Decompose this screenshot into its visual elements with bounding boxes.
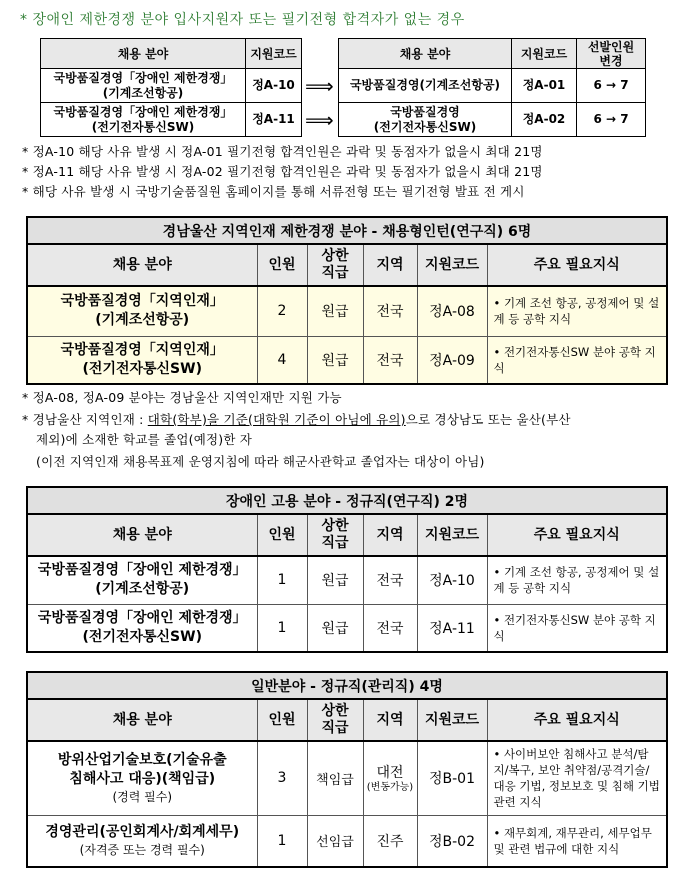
field-subname: (전기전자통신SW) (373, 119, 477, 134)
code-cell: 정B-01 (417, 741, 487, 815)
grade-cell: 원급 (307, 336, 363, 384)
field-name: 경영관리(공인회계사/회계세무) (45, 824, 240, 841)
code-cell: 정A-10 (417, 556, 487, 604)
header-change: 변경 (599, 53, 623, 68)
header-count: 선발인원 (587, 39, 635, 54)
small-table-left (40, 38, 302, 137)
field-name: 국방품질경영「장애인 제한경쟁」 (37, 562, 247, 579)
region-cell: 전국 (363, 336, 417, 384)
code-cell: 정A-10 (246, 69, 302, 103)
header-region: 지역 (363, 699, 417, 741)
note-underlined: 대학(학부)을 기준(대학원 기준이 아님에 유의) (147, 412, 406, 427)
note-line: * 정A-10 해당 사유 발생 시 정A-01 필기전형 합격인원은 과락 및 동점자가 없을시 최대 21명 (22, 144, 543, 159)
table-row (41, 103, 302, 137)
header-code: 지원코드 (417, 244, 487, 286)
table-row (27, 556, 667, 604)
header-field: 채용 분야 (27, 699, 257, 741)
header-code: 지원코드 (417, 699, 487, 741)
table-disabled-employment (26, 486, 668, 653)
header-field: 채용 분야 (339, 39, 512, 69)
table-row (339, 69, 646, 103)
code-cell: 정A-02 (512, 103, 577, 137)
field-name: 국방품질경영「장애인 제한경쟁」 (53, 70, 233, 85)
change-cell: 6 → 7 (577, 103, 646, 137)
field-name: 국방품질경영「지역인재」 (60, 341, 224, 358)
grade-cell: 원급 (307, 286, 363, 336)
header-grade: 상한 (321, 703, 349, 719)
note-line: * 정A-11 해당 사유 발생 시 정A-02 필기전형 합격인원은 과락 및 동점자가 없을시 최대 21명 (22, 164, 543, 179)
region-cell: 전국 (363, 286, 417, 336)
header-field: 채용 분야 (41, 39, 246, 69)
header-field: 채용 분야 (27, 514, 257, 556)
grade-cell: 원급 (307, 604, 363, 652)
header-region: 지역 (363, 514, 417, 556)
table-title: 일반분야 - 정규직(관리직) 4명 (27, 672, 667, 699)
region-cell: 진주 (363, 815, 417, 867)
skills-cell: • 사이버보안 침해사고 분석/탐지/복구, 보안 취약점/공격기술/대응 기법, 정보보호 및 침해 기법 관련 지식 (487, 741, 667, 815)
table-row (41, 69, 302, 103)
count-cell: 4 (257, 336, 307, 384)
field-name: 방위산업기술보호(기술유출 (57, 752, 227, 769)
header-code: 지원코드 (512, 39, 577, 69)
small-table-right (338, 38, 646, 137)
table-regional-talent (26, 216, 668, 385)
table-title: 장애인 고용 분야 - 정규직(연구직) 2명 (27, 487, 667, 514)
field-subname: (기계조선항공) (95, 581, 190, 598)
note-line (22, 410, 571, 429)
header-count: 인원 (257, 514, 307, 556)
field-subname: (기계조선항공) (95, 312, 190, 329)
field-subname: 침해사고 대응)(책임급) (69, 771, 216, 788)
skills-cell: • 전기전자통신SW 분야 공학 지식 (487, 604, 667, 652)
double-arrow-icon: ⟹ (305, 108, 334, 132)
table-row (27, 815, 667, 867)
field-name: 국방품질경영 (390, 104, 460, 119)
field-subname: (기계조선항공) (102, 85, 184, 100)
field-name: 국방품질경영「지역인재」 (60, 293, 224, 310)
table-row (27, 741, 667, 815)
header-skills: 주요 필요지식 (487, 244, 667, 286)
note-line: (이전 지역인재 채용목표제 운영지침에 따라 해군사관학교 졸업자는 대상이 아님) (36, 454, 485, 469)
count-cell: 1 (257, 556, 307, 604)
count-cell: 1 (257, 815, 307, 867)
header-count: 인원 (257, 699, 307, 741)
region-cell: 대전 (376, 765, 404, 782)
code-cell: 정A-08 (417, 286, 487, 336)
skills-cell: • 전기전자통신SW 분야 공학 지식 (487, 336, 667, 384)
count-cell: 3 (257, 741, 307, 815)
header-skills: 주요 필요지식 (487, 514, 667, 556)
note-prefix: * 경남울산 지역인재 : (22, 412, 148, 427)
grade-cell: 원급 (307, 556, 363, 604)
count-cell: 2 (257, 286, 307, 336)
header-skills: 주요 필요지식 (487, 699, 667, 741)
header-grade: 상한 (321, 248, 349, 264)
table-row (339, 103, 646, 137)
header-count: 인원 (257, 244, 307, 286)
section-heading: * 장애인 제한경쟁 분야 입사지원자 또는 필기전형 합격자가 없는 경우 (20, 12, 465, 28)
header-code: 지원코드 (417, 514, 487, 556)
header-grade-sub: 직급 (321, 720, 349, 736)
region-note: (변동가능) (366, 782, 414, 794)
code-cell: 정A-11 (417, 604, 487, 652)
field-subname: (전기전자통신SW) (82, 360, 202, 377)
change-cell: 6 → 7 (577, 69, 646, 103)
field-subname: (전기전자통신SW) (82, 628, 202, 645)
field-name: 국방품질경영「장애인 제한경쟁」 (37, 609, 247, 626)
table-row (27, 604, 667, 652)
skills-cell: • 재무회계, 재무관리, 세무업무 및 관련 법규에 대한 지식 (487, 815, 667, 867)
field-name: 국방품질경영「장애인 제한경쟁」 (53, 104, 233, 119)
count-cell: 1 (257, 604, 307, 652)
skills-cell: • 기계 조선 항공, 공정제어 및 설계 등 공학 지식 (487, 556, 667, 604)
field-requirement: (경력 필수) (112, 790, 173, 805)
grade-cell: 책임급 (307, 741, 363, 815)
table-row (27, 336, 667, 384)
field-requirement: (자격증 또는 경력 필수) (79, 843, 205, 858)
double-arrow-icon: ⟹ (305, 74, 334, 98)
header-grade-sub: 직급 (321, 535, 349, 551)
header-region: 지역 (363, 244, 417, 286)
skills-cell: • 기계 조선 항공, 공정제어 및 설계 등 공학 지식 (487, 286, 667, 336)
grade-cell: 선임급 (307, 815, 363, 867)
code-cell: 정A-09 (417, 336, 487, 384)
note-line: 제외)에 소재한 학교를 졸업(예정)한 자 (36, 432, 253, 447)
header-grade: 상한 (321, 518, 349, 534)
code-cell: 정A-11 (246, 103, 302, 137)
note-line: * 정A-08, 정A-09 분야는 경남울산 지역인재만 지원 가능 (22, 390, 342, 405)
note-line: * 해당 사유 발생 시 국방기술품질원 홈페이지를 통해 서류전형 또는 필기전형 발표 전 게시 (22, 184, 525, 199)
table-title: 경남울산 지역인재 제한경쟁 분야 - 채용형인턴(연구직) 6명 (27, 217, 667, 244)
header-grade-sub: 직급 (321, 265, 349, 281)
code-cell: 정B-02 (417, 815, 487, 867)
code-cell: 정A-01 (512, 69, 577, 103)
header-code: 지원코드 (246, 39, 302, 69)
table-general (26, 671, 668, 868)
field-subname: (전기전자통신SW) (91, 119, 195, 134)
header-field: 채용 분야 (27, 244, 257, 286)
region-cell: 전국 (363, 604, 417, 652)
field-name: 국방품질경영(기계조선항공) (339, 69, 512, 103)
region-cell: 전국 (363, 556, 417, 604)
note-suffix: 으로 경상남도 또는 울산(부산 (405, 412, 571, 427)
table-row (27, 286, 667, 336)
